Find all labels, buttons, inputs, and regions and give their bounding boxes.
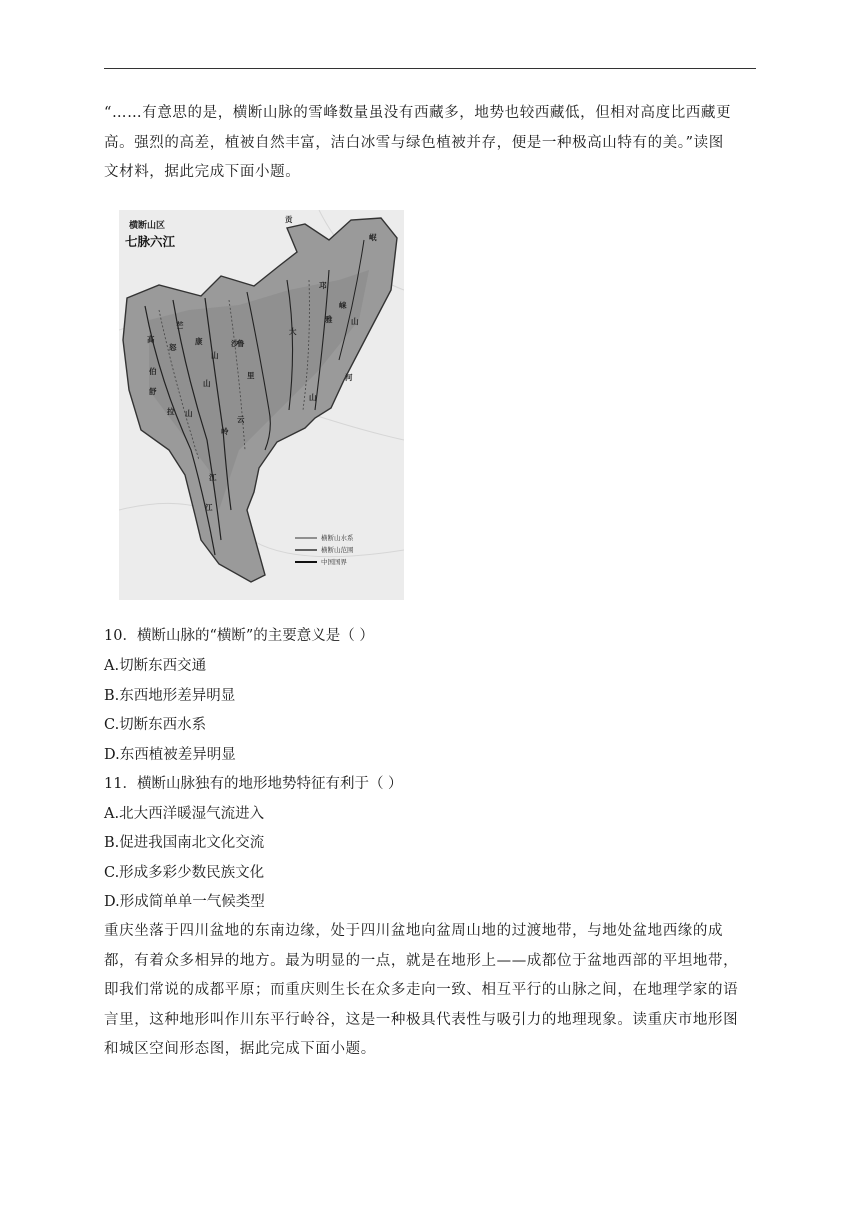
map-label: 云 [237,415,245,424]
question-11-stem: 11．横断山脉独有的地形地势特征有利于（ ） [104,776,403,792]
map-label: 里 [247,371,255,380]
question-10-option-d[interactable]: D.东西植被差异明显 [104,747,236,763]
question-11-option-a[interactable]: A.北大西洋暖湿气流进入 [104,806,265,822]
passage-1 [104,99,756,188]
map-label: 伯 [149,367,157,376]
map-label: 山 [309,393,317,402]
passage-2-line: 都，有着众多相异的地方。最为明显的一点，就是在地形上——成都位于盆地西部的平坦地带， [104,952,739,969]
map-label: 沙 [231,339,239,348]
question-10-option-a[interactable]: A.切断东西交通 [104,658,207,674]
map-label: 高 [147,335,155,344]
legend-item: 横断山范围 [321,546,354,554]
question-11-option-c[interactable]: C.形成多彩少数民族文化 [104,865,265,881]
passage-2-line: 重庆坐落于四川盆地的东南边缘，处于四川盆地向盆周山地的过渡地带，与地处盆地西缘的成 [104,923,724,939]
question-11-option-d[interactable]: D.形成简单单一气候类型 [104,894,265,910]
map-label: 舒 [149,387,157,396]
passage-2-line: 言里，这种地形叫作川东平行岭谷，这是一种极具代表性与吸引力的地理现象。读重庆市地形图 [104,1011,739,1028]
map-legend [295,533,354,566]
map-label: 岭 [221,427,229,436]
passage-1-line: “……有意思的是，横断山脉的雪峰数量虽没有西藏多，地势也较西藏低，但相对高度比西藏更 [104,105,732,121]
map-title-large: 七脉六江 [125,234,176,249]
map-label: 崃 [339,301,347,310]
question-10-option-c[interactable]: C.切断东西水系 [104,717,207,733]
map-label: 邛 [319,281,327,290]
map-label: 山 [351,317,359,326]
legend-item: 中国国界 [321,558,347,566]
passage-1-line: 文材料，据此完成下面小题。 [104,164,301,180]
question-11-option-b[interactable]: B.促进我国南北文化交流 [104,835,265,851]
header-rule [104,68,756,69]
map-label: 拉 [167,407,175,416]
map-label: 山 [185,409,193,418]
map-label: 江 [209,473,217,482]
passage-1-line: 高。强烈的高差，植被自然丰富，洁白冰雪与绿色植被并存，便是一种极高山特有的美。”读图 [104,134,724,151]
map-label: 贡 [285,215,293,224]
question-10-stem: 10．横断山脉的“横断”的主要意义是（ ） [104,628,374,644]
passage-2 [104,917,756,1065]
map-label: 芒 [176,321,184,330]
passage-2-line: 即我们常说的成都平原；而重庆则生长在众多走向一致、相互平行的山脉之间，在地理学家的语 [104,982,739,998]
map-label: 大 [289,327,297,336]
map-label: 康 [195,337,203,346]
legend-item: 横断山水系 [321,534,354,542]
map-label: 雅 [325,315,333,324]
question-10-option-b[interactable]: B.东西地形差异明显 [104,688,236,704]
map-label: 岷 [369,233,377,242]
map-label: 江 [205,503,213,512]
passage-2-line: 和城区空间形态图，据此完成下面小题。 [104,1041,376,1057]
map-label: 河 [345,373,353,382]
map-label: 鲁 [237,339,245,348]
map-title-small: 横断山区 [129,221,166,231]
map-label: 山 [203,379,211,388]
map-label: 山 [211,351,219,360]
hengduan-mountains-map [119,210,404,600]
map-label: 怒 [169,343,177,352]
